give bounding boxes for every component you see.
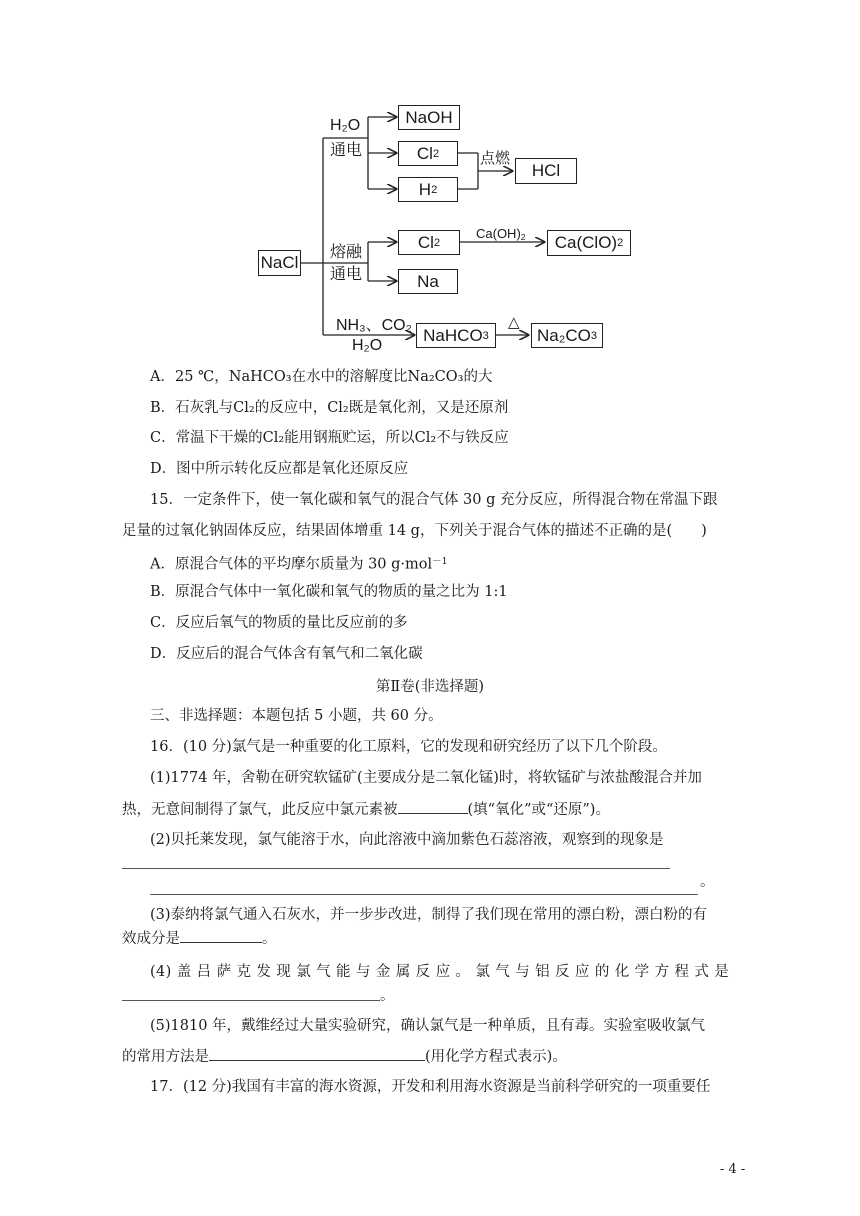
q15-stem-line1: 15．一定条件下，使一氧化碳和氧气的混合气体 30 g 充分反应，所得混合物在常温下跟 — [150, 492, 718, 508]
q16-part5-line1: (5)1810 年，戴维经过大量实验研究，确认氯气是一种单质，且有毒。实验室吸收氯气 — [150, 1018, 706, 1034]
q15-option-b: B．原混合气体中一氧化碳和氧气的物质的量之比为 1:1 — [150, 584, 508, 600]
part3-heading: 三、非选择题：本题包括 5 小题，共 60 分。 — [150, 708, 443, 724]
q16-part2-line1: (2)贝托莱发现，氯气能溶于水，向此溶液中滴加紫色石蕊溶液，观察到的现象是 — [150, 832, 664, 848]
q16-part3-line2: 效成分是 。 — [122, 928, 277, 949]
section-heading: 第Ⅱ卷(非选择题) — [375, 679, 485, 695]
q16-part4-answer-line[interactable] — [122, 1000, 380, 1001]
q14-option-b: B．石灰乳与Cl₂的反应中，Cl₂既是氧化剂，又是还原剂 — [150, 400, 509, 416]
nacl-conversion-diagram — [250, 95, 650, 360]
q16-part4-end-mark: 。 — [380, 988, 395, 1004]
branch2-condition-top: 熔融 — [330, 242, 363, 261]
q14-option-c: C．常温下干燥的Cl₂能用钢瓶贮运，所以Cl₂不与铁反应 — [150, 430, 509, 446]
page-number: - 4 - — [720, 1162, 746, 1177]
hcl-box: HCl — [515, 158, 577, 184]
answer-blank[interactable] — [398, 799, 468, 814]
caoh2-label: $Ca(OH)_2$ — [476, 226, 526, 243]
branch1-condition-bottom: 通电 — [330, 140, 363, 159]
nacl-box: NaCl — [258, 250, 301, 276]
q16-part1-line1: (1)1774 年，舍勒在研究软锰矿(主要成分是二氧化锰)时，将软锰矿与浓盐酸混合并加 — [150, 770, 702, 786]
branch1-condition-top: H₂O — [330, 117, 361, 134]
q14-option-d: D．图中所示转化反应都是氧化还原反应 — [150, 461, 409, 477]
answer-blank[interactable] — [180, 928, 262, 943]
q14-option-a: A．25 ℃，NaHCO₃在水中的溶解度比Na₂CO₃的大 — [150, 369, 493, 385]
q16-part2-end-mark: 。 — [700, 874, 715, 890]
h2-box: H 2 — [398, 177, 458, 202]
diagram-connector-lines — [250, 95, 650, 360]
na-box: Na — [398, 269, 458, 294]
branch2-condition-bottom: 通电 — [330, 264, 363, 283]
answer-blank[interactable] — [209, 1046, 425, 1061]
q16-part4-line1: (4) 盖 吕 萨 克 发 现 氯 气 能 与 金 属 反 应 。 氯 气 与 铝 反 应 的 化 学 方 程 式 是 — [150, 964, 730, 980]
q17-stem-line1: 17．(12 分)我国有丰富的海水资源，开发和利用海水资源是当前科学研究的一项重要任 — [150, 1079, 711, 1095]
nahco3-box: NaHCO 3 — [416, 323, 496, 348]
q16-part2-answer-line1[interactable] — [122, 868, 670, 869]
caclo2-box: Ca(ClO) 2 — [547, 230, 631, 256]
q16-part3-line1: (3)泰纳将氯气通入石灰水，并一步步改进，制得了我们现在常用的漂白粉，漂白粉的有 — [150, 907, 708, 923]
naoh-box: NaOH — [398, 105, 460, 130]
q16-part2-answer-line2[interactable] — [150, 894, 698, 895]
q16-part1-line2: 热，无意间制得了氯气，此反应中氯元素被 (填“氧化”或“还原”)。 — [122, 799, 610, 820]
cl2-box-molten: Cl 2 — [398, 230, 460, 255]
branch3-condition-bottom: H₂O — [352, 337, 383, 354]
q15-option-c: C．反应后氧气的物质的量比反应前的多 — [150, 615, 408, 631]
cl2-box-electrolysis: Cl 2 — [398, 141, 458, 166]
na2co3-box: Na₂CO 3 — [531, 323, 603, 348]
ignite-label: 点燃 — [480, 149, 511, 167]
heat-symbol: △ — [508, 314, 520, 331]
branch3-condition-top: NH₃、CO₂ — [336, 317, 412, 334]
q16-part5-line2: 的常用方法是 (用化学方程式表示)。 — [122, 1046, 567, 1067]
q15-stem-line2: 足量的过氧化钠固体反应，结果固体增重 14 g，下列关于混合气体的描述不正确的是( ) — [122, 523, 707, 539]
q16-intro: 16．(10 分)氯气是一种重要的化工原料，它的发现和研究经历了以下几个阶段。 — [150, 739, 667, 755]
q15-option-a: A．原混合气体的平均摩尔质量为 30 g·mol$^{-1}$ — [150, 556, 448, 573]
q15-option-d: D．反应后的混合气体含有氧气和二氧化碳 — [150, 646, 423, 662]
